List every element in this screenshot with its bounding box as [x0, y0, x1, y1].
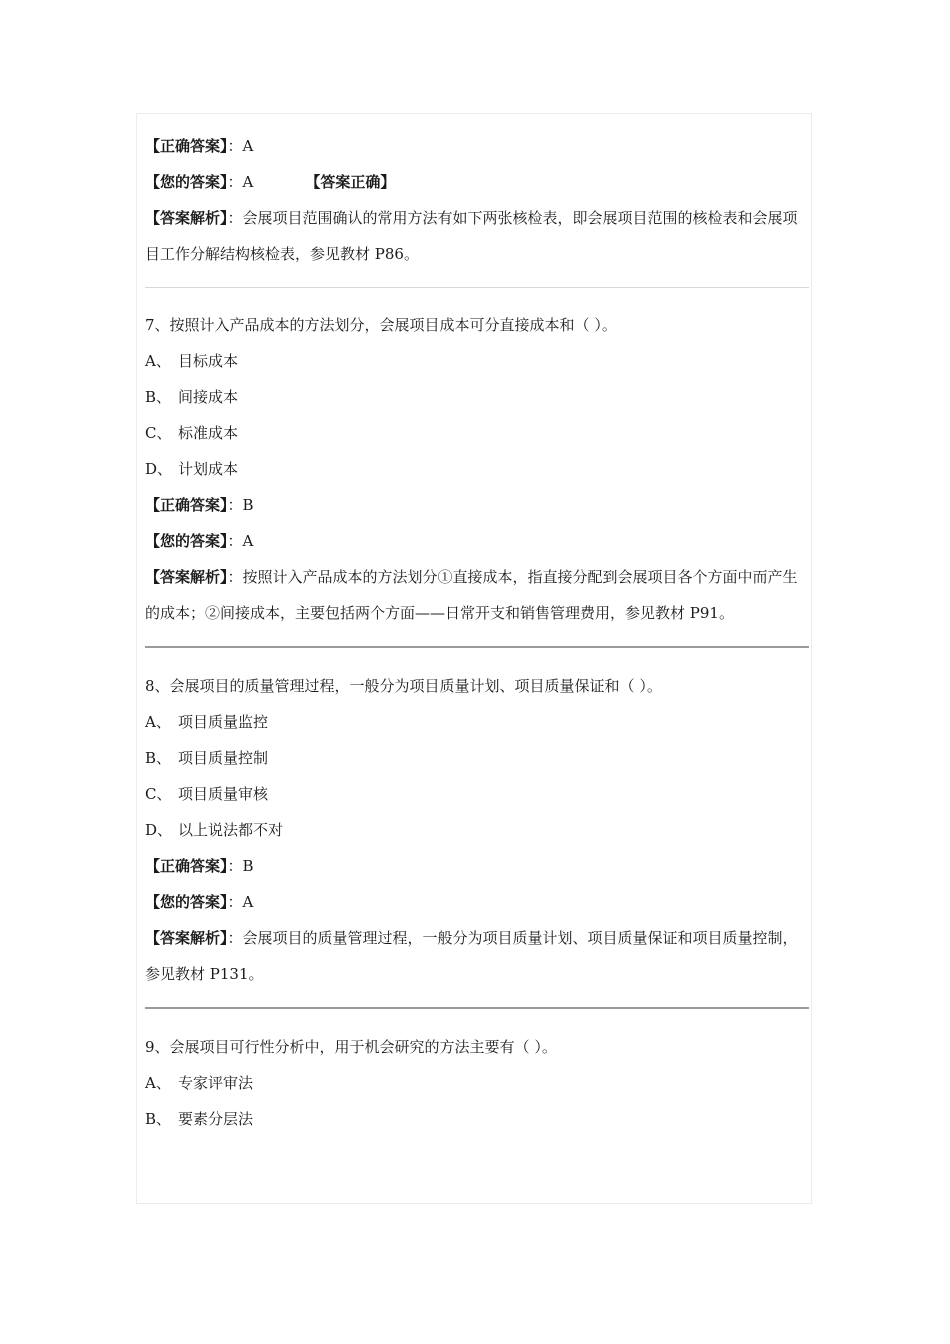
separator: ：	[227, 137, 243, 155]
correct-answer-value: B	[242, 857, 254, 875]
quiz-content	[145, 128, 805, 1137]
your-answer-label: 【您的答案】	[145, 893, 228, 911]
option-text: 要素分层法	[178, 1110, 254, 1128]
option-text: 专家评审法	[178, 1074, 254, 1092]
answer-analysis	[145, 200, 805, 272]
option-letter: B、	[145, 749, 172, 767]
option-letter: B、	[145, 388, 172, 406]
your-answer-value: A	[242, 173, 254, 191]
divider	[145, 646, 809, 648]
divider	[145, 287, 809, 288]
correct-answer-line	[145, 487, 805, 523]
option-b[interactable]	[145, 1101, 805, 1137]
option-c[interactable]	[145, 776, 805, 812]
option-a[interactable]	[145, 704, 805, 740]
analysis-label: 【答案解析】	[145, 209, 228, 227]
question-7	[145, 307, 805, 631]
option-letter: A、	[145, 1074, 171, 1092]
your-answer-line	[145, 164, 805, 200]
your-answer-line	[145, 884, 805, 920]
separator: ：	[227, 532, 243, 550]
question-8	[145, 668, 805, 992]
correct-answer-label: 【正确答案】	[145, 137, 228, 155]
question-text: 9、会展项目可行性分析中，用于机会研究的方法主要有（ ）。	[145, 1038, 557, 1056]
correct-answer-value: A	[242, 137, 254, 155]
option-b[interactable]	[145, 740, 805, 776]
correct-answer-line	[145, 848, 805, 884]
option-text: 项目质量监控	[178, 713, 269, 731]
separator: ：	[227, 893, 243, 911]
analysis-text: 按照计入产品成本的方法划分①直接成本，指直接分配到会展项目各个方面中而产生的成本；②间接成本，主要包括两个方面——日常开支和销售管理费用，参见教材 P91。	[145, 568, 798, 622]
option-d[interactable]	[145, 812, 805, 848]
separator: ：	[227, 173, 243, 191]
separator: ：	[227, 929, 243, 947]
correct-answer-value: B	[242, 496, 254, 514]
analysis-text: 会展项目范围确认的常用方法有如下两张核检表，即会展项目范围的核检表和会展项目工作分解结构核检表，参见教材 P86。	[145, 209, 798, 263]
option-a[interactable]	[145, 1065, 805, 1101]
question-9	[145, 1029, 805, 1137]
option-a[interactable]	[145, 343, 805, 379]
option-letter: A、	[145, 713, 171, 731]
separator: ：	[227, 857, 243, 875]
analysis-text: 会展项目的质量管理过程，一般分为项目质量计划、项目质量保证和项目质量控制，参见教材 P131。	[145, 929, 798, 983]
option-letter: C、	[145, 424, 172, 442]
divider	[145, 1007, 809, 1009]
option-text: 间接成本	[178, 388, 239, 406]
option-text: 项目质量审核	[178, 785, 269, 803]
separator: ：	[227, 209, 243, 227]
your-answer-value: A	[242, 532, 254, 550]
question-text: 8、会展项目的质量管理过程，一般分为项目质量计划、项目质量保证和（ ）。	[145, 677, 662, 695]
option-letter: B、	[145, 1110, 172, 1128]
correct-answer-line	[145, 128, 805, 164]
question-text: 7、按照计入产品成本的方法划分，会展项目成本可分直接成本和（ ）。	[145, 316, 617, 334]
option-text: 目标成本	[178, 352, 239, 370]
answer-result-badge: 【答案正确】	[305, 173, 396, 191]
answer-analysis	[145, 559, 805, 631]
option-letter: A、	[145, 352, 171, 370]
option-letter: D、	[145, 460, 173, 478]
option-b[interactable]	[145, 379, 805, 415]
your-answer-label: 【您的答案】	[145, 173, 228, 191]
your-answer-line	[145, 523, 805, 559]
option-text: 标准成本	[178, 424, 239, 442]
question-6-answer-block	[145, 128, 805, 272]
separator: ：	[227, 496, 243, 514]
option-letter: C、	[145, 785, 172, 803]
option-text: 计划成本	[178, 460, 239, 478]
analysis-label: 【答案解析】	[145, 929, 228, 947]
your-answer-value: A	[242, 893, 254, 911]
analysis-label: 【答案解析】	[145, 568, 228, 586]
option-d[interactable]	[145, 451, 805, 487]
option-letter: D、	[145, 821, 173, 839]
correct-answer-label: 【正确答案】	[145, 857, 228, 875]
separator: ：	[227, 568, 243, 586]
option-c[interactable]	[145, 415, 805, 451]
option-text: 项目质量控制	[178, 749, 269, 767]
answer-analysis	[145, 920, 805, 992]
your-answer-label: 【您的答案】	[145, 532, 228, 550]
correct-answer-label: 【正确答案】	[145, 496, 228, 514]
option-text: 以上说法都不对	[178, 821, 284, 839]
